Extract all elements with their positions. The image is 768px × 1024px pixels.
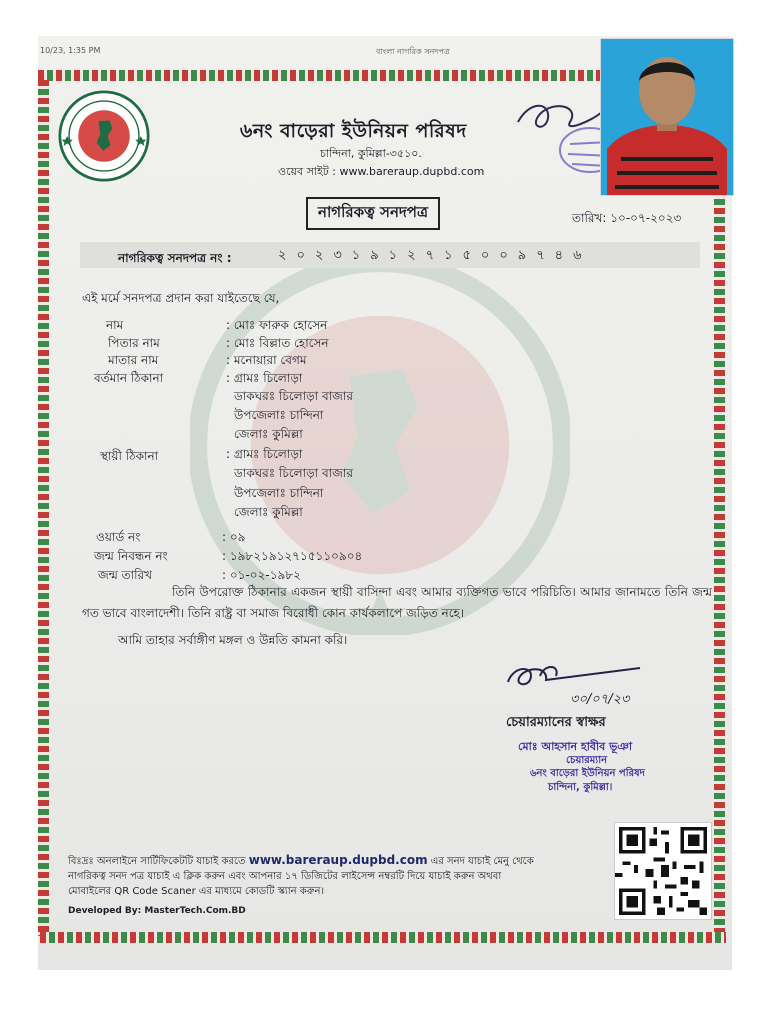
present-post: ডাকঘরঃ চিলোড়া বাজার [234, 389, 353, 403]
qr-code-icon[interactable] [614, 822, 712, 920]
mother-label: মাতার নাম [108, 353, 159, 367]
note-line2: নাগরিকত্ব সনদ পত্র যাচাই এ ক্লিক করুন এবং আপনার ১৭ ডিজিটের লাইসেন্স নম্বরটি দিয়ে যাচাই করুন অথবা [68, 871, 502, 882]
residency-statement: তিনি উপরোক্ত ঠিকানার একজন স্থায়ী বাসিন্দা এবং আমার ব্যক্তিগত ভাবে পরিচিতি। আমার জানামতে তিনি জন্ম গত ভাবে বাংলাদেশী। তিনি রাষ্ট্র বা সমাজ বিরোধী কোন কার্যকলাপে জড়িত নহে। [82, 585, 712, 620]
decorative-border-bottom [40, 932, 726, 943]
mother-value: : মনোয়ারা বেগম [226, 353, 307, 367]
note-line1-prefix: বিঃদ্রঃ অনলাইনে সার্টিফিকেটটি যাচাই করতে [68, 856, 246, 867]
note-line1-suffix: এর সনদ যাচাই মেনু থেকে [430, 856, 534, 867]
decorative-border-right [714, 190, 725, 934]
note-line3: মোবাইলের QR Code Scaner এর মাধ্যমে কোডটি স্ক্যান করুন। [68, 886, 325, 897]
ward-label: ওয়ার্ড নং [96, 530, 141, 544]
certificate-number-label: নাগরিকত্ব সনদপত্র নং : [118, 251, 232, 265]
present-village: : গ্রামঃ চিলোড়া [226, 371, 303, 385]
print-timestamp: 10/23, 1:35 PM [40, 46, 101, 55]
intro-text: এই মর্মে সনদপত্র প্রদান করা যাইতেছে যে, [82, 291, 280, 305]
present-address-label: বর্তমান ঠিকানা [94, 371, 164, 385]
name-label: নাম [106, 318, 124, 332]
citizen-photo [600, 38, 734, 196]
father-value: : মোঃ বিল্লাত হোসেন [226, 336, 329, 350]
name-value: : মোঃ ফারুক হোসেন [226, 318, 328, 332]
council-address: চান্দিনা, কুমিল্লা-৩৫১০. [320, 147, 422, 160]
council-name: ৬নং বাড়েরা ইউনিয়ন পরিষদ [240, 120, 467, 142]
verification-website-link[interactable]: www.bareraup.dupbd.com [248, 853, 428, 867]
dob-label: জন্ম তারিখ [98, 568, 153, 582]
council-website: ওয়েব সাইট : www.bareraup.dupbd.com [278, 165, 485, 178]
stamp-place: চান্দিনা, কুমিল্লা। [548, 782, 613, 793]
certificate-number: ২০২৩১৯১২৭১৫০০৯৭৪৬ [278, 248, 592, 263]
permanent-post: ডাকঘরঃ চিলোড়া বাজার [234, 466, 353, 480]
permanent-district: জেলাঃ কুমিল্লা [234, 505, 303, 519]
father-label: পিতার নাম [108, 336, 160, 350]
handwritten-date: ৩০/০৭/২৩ [570, 692, 630, 707]
issue-date: তারিখ: ১০-০৭-২০২৩ [572, 211, 682, 225]
present-district: জেলাঃ কুমিল্লা [234, 427, 303, 441]
permanent-upazila: উপজেলাঃ চান্দিনা [234, 486, 324, 500]
developer-credit: Developed By: MasterTech.Com.BD [68, 906, 246, 916]
stamp-role: চেয়ারম্যান [566, 755, 608, 766]
stamp-name: মোঃ আহসান হাবীব ভূঞা [518, 740, 633, 753]
wishes-statement: আমি তাহার সর্বাঙ্গীণ মঙ্গল ও উন্নতি কামনা করি। [118, 633, 348, 647]
permanent-village: : গ্রামঃ চিলোড়া [226, 447, 303, 461]
birth-registration-label: জন্ম নিবন্ধন নং [94, 549, 168, 563]
decorative-border-left [38, 80, 49, 936]
print-title: বাংলা নাগরিক সনদপত্র [376, 47, 450, 56]
chairman-signature-caption: চেয়ারম্যানের স্বাক্ষর [506, 715, 606, 730]
birth-registration-value: : ১৯৮২১৯১২৭১৫১১০৯০৪ [222, 549, 363, 563]
verification-note [68, 853, 628, 899]
stamp-council: ৬নং বাড়েরা ইউনিয়ন পরিষদ [530, 768, 645, 779]
present-upazila: উপজেলাঃ চান্দিনা [234, 408, 324, 422]
permanent-address-label: স্থায়ী ঠিকানা [100, 449, 159, 463]
certificate-title: নাগরিকত্ব সনদপত্র [306, 197, 440, 230]
dob-value: : ০১-০২-১৯৮২ [222, 568, 301, 582]
ward-value: : ০৯ [222, 530, 246, 544]
government-seal-icon [58, 90, 150, 182]
